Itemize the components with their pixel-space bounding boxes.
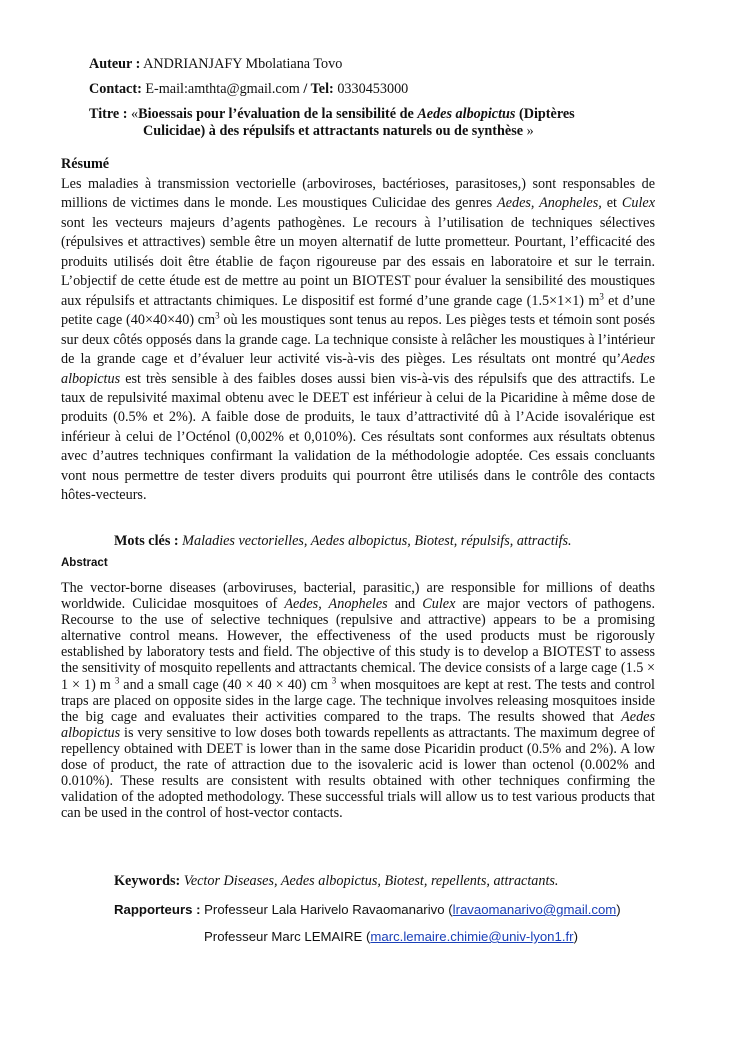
abstract-text-1: The vector-borne diseases (arboviruses, bacterial, parasitic,) are responsible for millions of deaths worldwide. Culicidae mosquitoes of (61, 580, 655, 613)
abstract-sup-1: 3 (114, 674, 120, 685)
rapporteur-2-open: ( (365, 929, 371, 944)
resume-body (61, 175, 655, 506)
title-open-quote: « (131, 106, 139, 122)
rapporteur-1-open: ( (448, 902, 453, 917)
keywords-en-label: Keywords: (114, 873, 181, 889)
author-name: ANDRIANJAFY Mbolatiana Tovo (143, 56, 343, 72)
resume-text-1: Les maladies à transmission vectorielle (arboviroses, bactérioses, parasitoses,) sont responsables de millions de victimes dans le monde. Les moustiques Culicidae des genres (61, 176, 655, 212)
abstract-species: Aedes albopictus (61, 708, 655, 741)
keywords-en (114, 873, 558, 890)
abstract-body (61, 580, 655, 821)
abstract-and: and (387, 596, 423, 613)
rapporteur-2 (204, 929, 578, 944)
tel-value: 0330453000 (337, 81, 409, 97)
resume-text-2: sont les vecteurs majeurs d’agents pathogènes. Le recours à l’utilisation de techniques sélectives (répulsives et attractives) semble être un moyen alternatif de lutte prometteur. Pourtant, l’efficacité des produits utilisés doit être établie de façon rigoureuse par des essais en laboratoire et sur le terrain. L’objectif de cette étude est de mettre au point un BIOTEST pour évaluer la sensibilité des moustiques aux répulsifs et attractants chimiques. Le dispositif est formé d’une grande cage (1.5×1×1) m (61, 214, 655, 309)
resume-text-3: et d’une petite cage (40×40×40) cm (61, 292, 656, 329)
resume-heading: Résumé (61, 156, 110, 172)
rapporteur-1 (114, 902, 621, 917)
resume-species: Aedes albopictus (61, 351, 655, 387)
resume-sup-2: 3 (215, 310, 220, 321)
contact-line (89, 80, 408, 98)
resume-sup-1: 3 (599, 290, 604, 301)
abstract-text-2: are major vectors of pathogens. Recourse to the use of selective techniques (repulsive and attractive) appears to be a promising alternative control means. However, the effectiveness of the used products must be rigorously established by laboratory tests and field. The objective of this study is to develop a BIOTEST to assess the sensitivity of mosquito repellents and attractants chemical. The device consists of a large cage (1.5 × 1 × 1) m (61, 596, 656, 693)
abstract-text-5: is very sensitive to low doses both towards repellents as attractants. The maximum degree of repellency obtained with DEET is lower than in the same dose Picaridin product (0.5% and 2%). A low dose of product, the rate of attraction due to the isovaleric acid is lower than octenol (0.002% and 0.010%). These results are consistent with results obtained with other techniques confirming the validation of the adopted methodology. These successful trials will allow us to test various products that can be used in the control of host-vector contacts. (61, 724, 655, 822)
rapporteur-2-email-link[interactable]: marc.lemaire.chimie@univ-lyon1.fr (370, 929, 574, 944)
resume-text-5: est très sensible à des faibles doses aussi bien vis-à-vis des répulsifs que des attractifs. Le taux de repulsivité maximal obtenu avec le DEET est inférieur à celui de la Picaridine à même dose de produits (0.5% et 2%). A faible dose de produits, le taux d’attractivité dû à l’Acide isovalérique est inférieur à celui de l’Octénol (0,002% et 0,010%). Ces résultats sont conformes aux résultats obtenus avec d’autres techniques confirmant la validation de la méthodologie adoptée. Ces essais concluants vont nous permettre de tester divers produits qui pourront être utilisés dans le contrôle des contacts hôtes-vecteurs. (61, 370, 655, 504)
rapporteur-1-email-link[interactable]: lravaomanarivo@gmail.com (452, 902, 617, 917)
title-label: Titre : (89, 106, 128, 122)
author-label: Auteur : (89, 56, 141, 72)
keywords-fr (114, 533, 572, 550)
contact-email: E-mail:amthta@gmail.com (145, 81, 300, 97)
rapporteur-1-close: ) (616, 902, 621, 917)
rapporteur-2-name: Professeur Marc LEMAIRE (204, 929, 363, 944)
resume-genera: Aedes, Anopheles, (497, 195, 602, 212)
abstract-text-4: when mosquitoes are kept at rest. The tests and control traps are placed on opposite sides in the large cage. The technique involves releasing mosquitoes inside the big cage and evaluates their activities compared to the traps. The results showed that (61, 676, 655, 725)
keywords-en-list: Vector Diseases, Aedes albopictus, Biotest, repellents, attractants. (183, 873, 559, 889)
author-line (89, 55, 342, 73)
title-line2-text: Culicidae) à des répulsifs et attractants naturels ou de synthèse (143, 123, 524, 139)
keywords-fr-label: Mots clés : (114, 533, 179, 549)
resume-culex: Culex (621, 195, 655, 212)
abstract-culex: Culex (422, 596, 456, 613)
rapporteur-2-close: ) (573, 929, 578, 944)
contact-label: Contact: (89, 81, 142, 97)
title-part1: Bioessais pour l’évaluation de la sensibilité de (138, 106, 418, 122)
title-close-quote: » (526, 123, 534, 139)
title-part2: (Diptères (515, 106, 575, 122)
abstract-genera: Aedes, Anopheles (284, 596, 388, 613)
abstract-sup-2: 3 (331, 674, 337, 685)
rapporteur-1-name: Professeur Lala Harivelo Ravaomanarivo (204, 902, 445, 917)
rapporteurs-label: Rapporteurs : (114, 902, 201, 917)
title-line (89, 105, 575, 123)
title-line-2 (143, 123, 534, 140)
resume-and: et (601, 195, 622, 212)
tel-label: / Tel: (303, 81, 334, 97)
title-species: Aedes albopictus (417, 106, 516, 122)
resume-text-4: où les moustiques sont tenus au repos. Les pièges tests et témoin sont posés sur deux côtés opposés dans la grande cage. La technique consiste à relâcher les moustiques à l’intérieur de la grande cage et d’évaluer leur activité vis-à-vis des pièges. Les résultats ont montré qu’ (61, 312, 655, 368)
abstract-heading: Abstract (61, 557, 108, 569)
abstract-text-3: and a small cage (40 × 40 × 40) cm (119, 676, 332, 693)
keywords-fr-list: Maladies vectorielles, Aedes albopictus, Biotest, répulsifs, attractifs. (182, 533, 572, 549)
